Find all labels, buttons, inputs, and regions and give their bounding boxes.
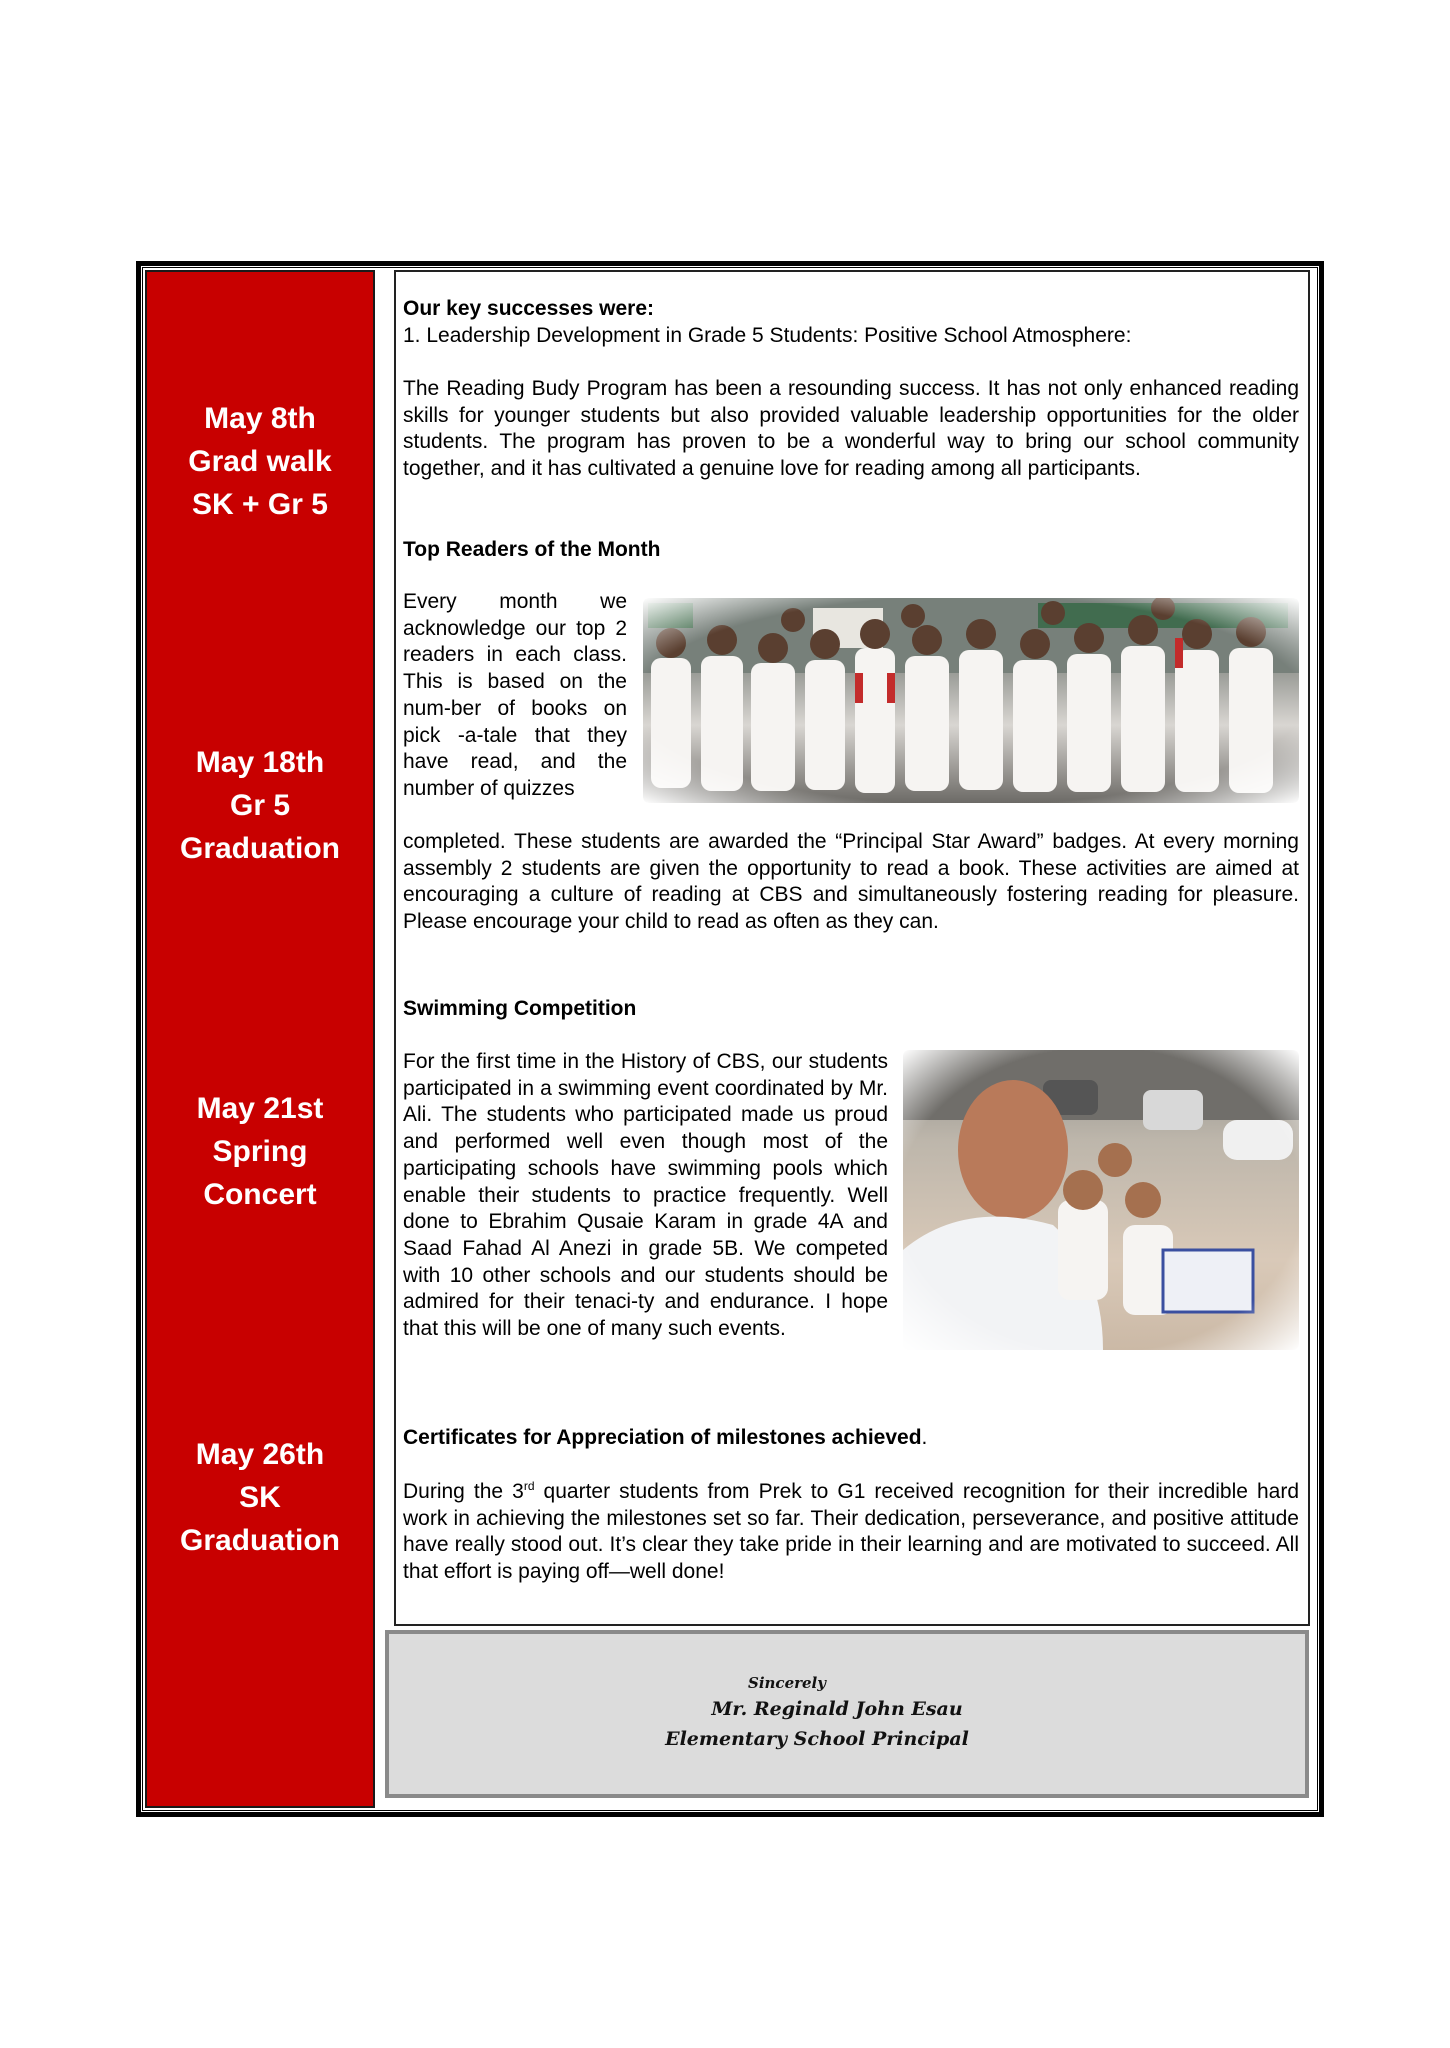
event-date: May 26th (195, 1438, 325, 1471)
event-line: Gr 5 (229, 789, 291, 822)
signoff-box (385, 1630, 1309, 1798)
certificates-text-start: During the 3 (403, 1480, 524, 1503)
event-may-8 (147, 397, 373, 526)
closing: Sincerely (748, 1674, 826, 1692)
event-may-26 (147, 1433, 373, 1562)
swimming-heading: Swimming Competition (403, 997, 637, 1020)
swimming-photo (903, 1050, 1299, 1350)
event-may-18 (147, 741, 373, 870)
principal-title: Elementary School Principal (665, 1728, 969, 1750)
events-sidebar (145, 270, 375, 1808)
students-group-illustration (643, 598, 1299, 803)
event-line: Grad walk (188, 445, 332, 478)
certificates-text-rest: quarter students from Prek to G1 received recognition for their incredible hard work in achieving the milestones set so far. Their dedication, perseverance, and positive attitude have really stood out. It’s clear they take pride in their learning and are motivated to succeed. All that effort is paying off—well done! (403, 1480, 1300, 1584)
event-line: Concert (203, 1178, 317, 1211)
certificates-heading (403, 1425, 1299, 1452)
event-line: SK + Gr 5 (192, 488, 328, 521)
event-date: May 8th (204, 402, 316, 435)
event-line: Graduation (179, 1524, 340, 1557)
intro-heading: Our key successes were: (403, 297, 654, 320)
event-date: May 18th (195, 746, 325, 779)
principal-name: Mr. Reginald John Esau (711, 1698, 963, 1720)
event-line: SK (239, 1481, 281, 1514)
top-readers-wrap-text: Every month we acknowledge our top 2 readers in each class. This is based on the num-ber of books on pick -a-tale that they have read, and the number of quizzes (403, 590, 627, 800)
certificates-text (403, 1473, 1299, 1586)
intro-item: 1. Leadership Development in Grade 5 Students: Positive School Atmosphere: (403, 323, 1132, 347)
certificates-heading-text: Certificates for Appreciation of milestones achieved (403, 1426, 922, 1449)
top-readers-heading: Top Readers of the Month (403, 538, 661, 561)
top-readers-continued-text: completed. These students are awarded the “Principal Star Award” badges. At every morning assembly 2 students are given the opportunity to read a book. These activities are aimed at encouraging a culture of reading at CBS and simultaneously fostering reading for pleasure. Please encourage your child to read as often as they can. (403, 830, 1299, 934)
swimming-text: For the first time in the History of CBS, our students participated in a swimming event coordinated by Mr. Ali. The students who participated made us proud and performed well even though most of the participating schools have swimming pools which enable their students to practice frequently. Well done to Ebrahim Qusaie Karam in grade 4A and Saad Fahad Al Anezi in grade 5B. We competed with 10 other schools and our students should be admired for their tenaci-ty and endurance. I hope that this will be one of many such events. (403, 1050, 888, 1341)
certificates-heading-suffix: . (921, 1426, 928, 1449)
ordinal-suffix: rd (523, 1479, 535, 1493)
event-line: Graduation (179, 832, 340, 865)
intro-section (403, 296, 1299, 349)
event-may-21 (147, 1087, 373, 1216)
reading-buddy-paragraph: The Reading Budy Program has been a resounding success. It has not only enhanced reading skills for younger students but also provided valuable leadership opportunities for the older students. The program has proven to be a wonderful way to bring our school community together, and it has cultivated a genuine love for reading among all participants. (403, 377, 1299, 481)
event-line: Spring (212, 1135, 308, 1168)
top-readers-photo (643, 598, 1299, 803)
event-date: May 21st (196, 1092, 324, 1125)
selfie-illustration (903, 1050, 1299, 1350)
